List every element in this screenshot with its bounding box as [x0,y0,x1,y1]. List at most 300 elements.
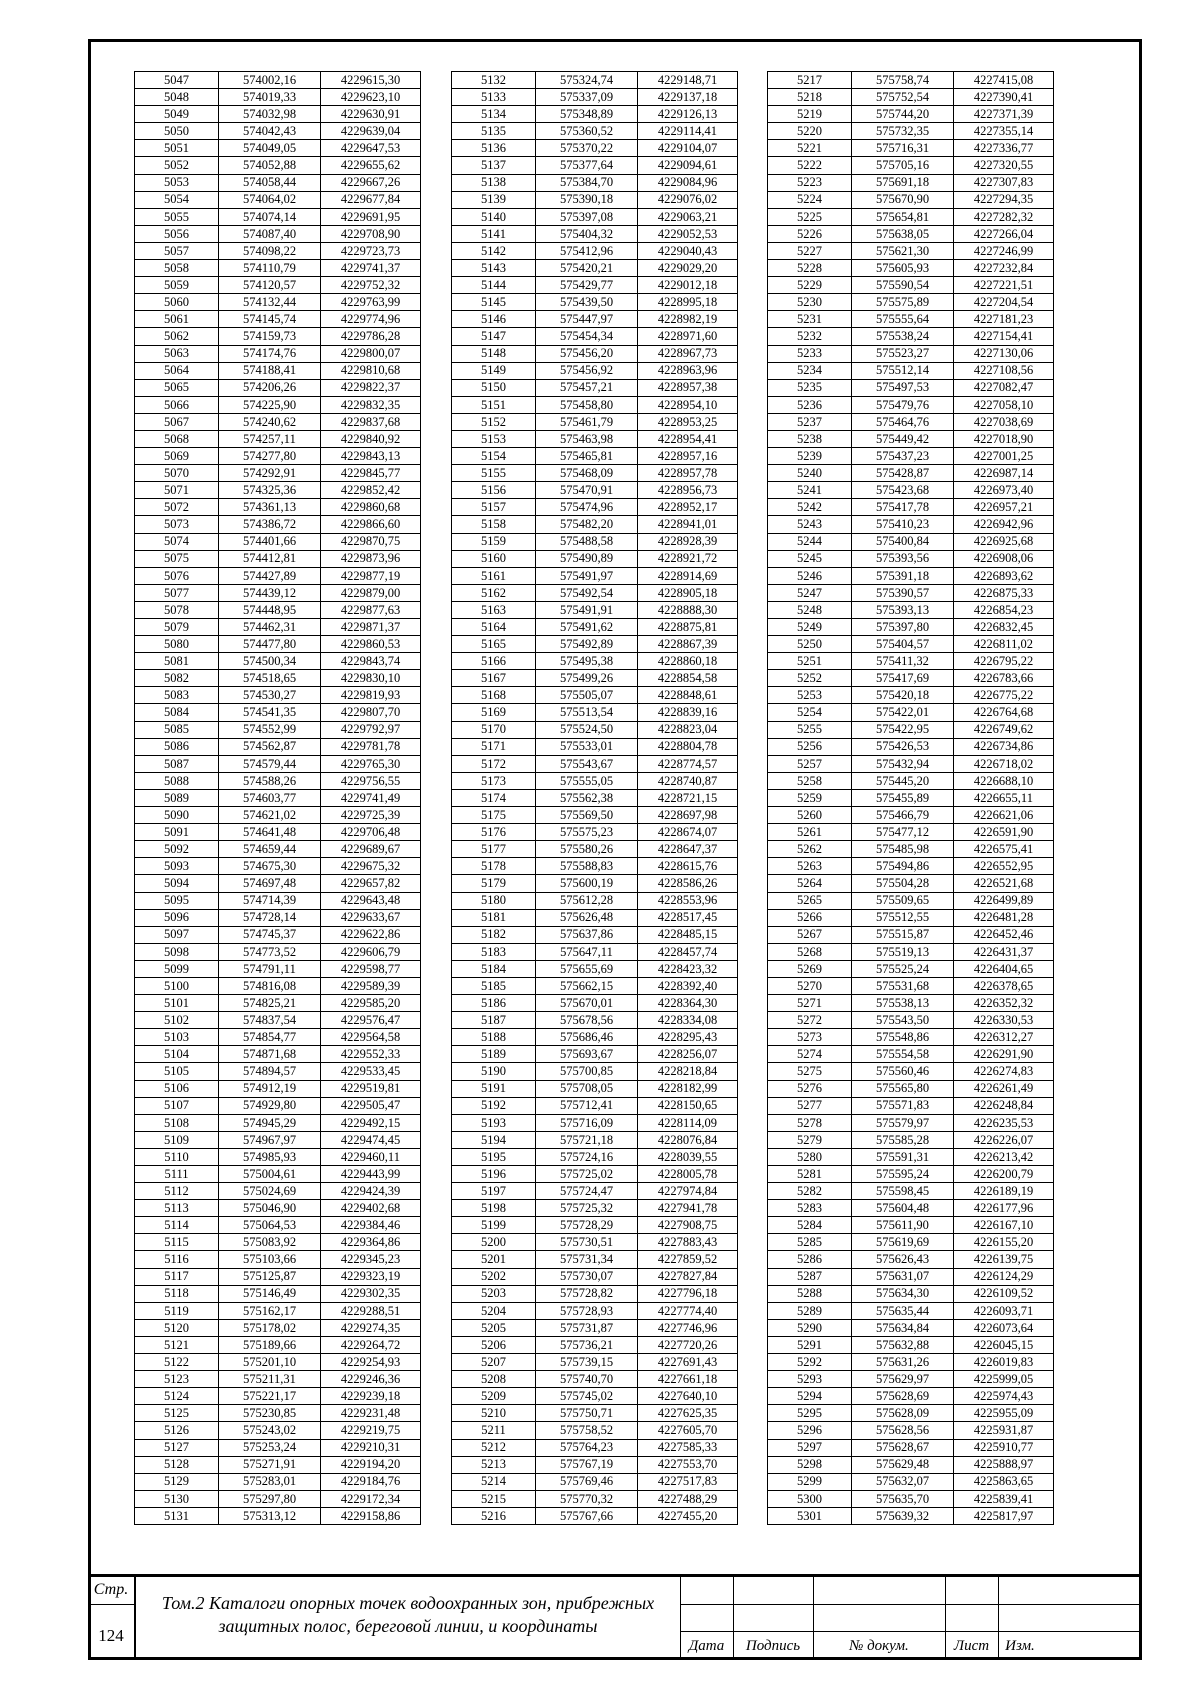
y-coordinate: 4228982,19 [638,311,738,328]
y-coordinate: 4228953,25 [638,413,738,430]
y-coordinate: 4229643,48 [321,892,421,909]
table-row [768,328,1054,345]
point-number: 5152 [452,413,536,430]
point-number: 5083 [135,687,219,704]
y-coordinate: 4226973,40 [954,482,1054,499]
y-coordinate: 4229533,45 [321,1063,421,1080]
y-coordinate: 4229837,68 [321,413,421,430]
point-number: 5128 [135,1456,219,1473]
y-coordinate: 4226893,62 [954,567,1054,584]
table-row [452,960,738,977]
y-coordinate: 4228854,58 [638,670,738,687]
y-coordinate: 4226942,96 [954,516,1054,533]
table-row [452,328,738,345]
table-row [452,601,738,618]
point-number: 5240 [768,465,852,482]
y-coordinate: 4229589,39 [321,977,421,994]
y-coordinate: 4229870,75 [321,533,421,550]
x-coordinate: 575721,18 [536,1131,638,1148]
point-number: 5216 [452,1507,536,1524]
x-coordinate: 575590,54 [852,277,954,294]
table-row [768,1268,1054,1285]
table-row [135,1251,421,1268]
table-row [452,465,738,482]
x-coordinate: 575439,50 [536,294,638,311]
point-number: 5164 [452,619,536,636]
x-coordinate: 574277,80 [219,448,321,465]
table-row [768,687,1054,704]
table-row [452,208,738,225]
point-number: 5058 [135,260,219,277]
table-row [768,1114,1054,1131]
x-coordinate: 575769,46 [536,1473,638,1490]
x-coordinate: 575397,80 [852,619,954,636]
table-row [768,1507,1054,1524]
x-coordinate: 574773,52 [219,943,321,960]
y-coordinate: 4229741,37 [321,260,421,277]
y-coordinate: 4229384,46 [321,1217,421,1234]
point-number: 5061 [135,311,219,328]
x-coordinate: 575600,19 [536,875,638,892]
y-coordinate: 4226378,65 [954,977,1054,994]
x-coordinate: 574019,33 [219,89,321,106]
x-coordinate: 575360,52 [536,123,638,140]
point-number: 5242 [768,499,852,516]
y-coordinate: 4228114,09 [638,1114,738,1131]
table-row [452,1490,738,1507]
x-coordinate: 575499,26 [536,670,638,687]
table-row [135,875,421,892]
y-coordinate: 4226749,62 [954,721,1054,738]
table-row [452,1148,738,1165]
table-row [452,157,738,174]
y-coordinate: 4225910,77 [954,1439,1054,1456]
table-row [768,89,1054,106]
table-row [768,277,1054,294]
point-number: 5050 [135,123,219,140]
point-number: 5263 [768,858,852,875]
table-row [135,72,421,89]
table-row [135,362,421,379]
point-number: 5244 [768,533,852,550]
table-row [135,1336,421,1353]
y-coordinate: 4226155,20 [954,1234,1054,1251]
table-row [768,1217,1054,1234]
y-coordinate: 4229210,31 [321,1439,421,1456]
table-row [135,909,421,926]
y-coordinate: 4229667,26 [321,174,421,191]
y-coordinate: 4229114,41 [638,123,738,140]
y-coordinate: 4229630,91 [321,106,421,123]
y-coordinate: 4226124,29 [954,1268,1054,1285]
x-coordinate: 574675,30 [219,858,321,875]
point-number: 5167 [452,670,536,687]
y-coordinate: 4229657,82 [321,875,421,892]
coordinate-table-1 [134,71,421,1525]
table-row [135,1405,421,1422]
x-coordinate: 574240,62 [219,413,321,430]
point-number: 5065 [135,379,219,396]
y-coordinate: 4227883,43 [638,1234,738,1251]
point-number: 5257 [768,755,852,772]
point-number: 5172 [452,755,536,772]
point-number: 5081 [135,653,219,670]
y-coordinate: 4229807,70 [321,704,421,721]
x-coordinate: 575457,21 [536,379,638,396]
y-coordinate: 4227517,83 [638,1473,738,1490]
x-coordinate: 575046,90 [219,1200,321,1217]
x-coordinate: 575716,09 [536,1114,638,1131]
y-coordinate: 4229675,32 [321,858,421,875]
x-coordinate: 575490,89 [536,550,638,567]
x-coordinate: 574412,81 [219,550,321,567]
table-row [452,1354,738,1371]
y-coordinate: 4229148,71 [638,72,738,89]
point-number: 5069 [135,448,219,465]
point-number: 5070 [135,465,219,482]
point-number: 5156 [452,482,536,499]
x-coordinate: 575495,38 [536,653,638,670]
point-number: 5059 [135,277,219,294]
y-coordinate: 4226987,14 [954,465,1054,482]
table-row [768,396,1054,413]
y-coordinate: 4229752,32 [321,277,421,294]
y-coordinate: 4229866,60 [321,516,421,533]
x-coordinate: 575745,02 [536,1388,638,1405]
table-row [135,157,421,174]
table-row [135,123,421,140]
table-row [768,909,1054,926]
table-row [135,1183,421,1200]
point-number: 5103 [135,1029,219,1046]
y-coordinate: 4228553,96 [638,892,738,909]
point-number: 5237 [768,413,852,430]
y-coordinate: 4228905,18 [638,584,738,601]
table-row [452,977,738,994]
x-coordinate: 575629,97 [852,1371,954,1388]
y-coordinate: 4228674,07 [638,824,738,841]
point-number: 5228 [768,260,852,277]
x-coordinate: 575731,87 [536,1319,638,1336]
point-number: 5226 [768,225,852,242]
y-coordinate: 4229519,81 [321,1080,421,1097]
x-coordinate: 575533,01 [536,738,638,755]
point-number: 5258 [768,772,852,789]
point-number: 5275 [768,1063,852,1080]
x-coordinate: 575770,32 [536,1490,638,1507]
y-coordinate: 4228517,45 [638,909,738,926]
point-number: 5270 [768,977,852,994]
point-number: 5192 [452,1097,536,1114]
table-row [452,1456,738,1473]
x-coordinate: 575485,98 [852,841,954,858]
table-row [452,550,738,567]
point-number: 5285 [768,1234,852,1251]
y-coordinate: 4227355,14 [954,123,1054,140]
table-row [452,995,738,1012]
x-coordinate: 575700,85 [536,1063,638,1080]
x-coordinate: 575554,58 [852,1046,954,1063]
x-coordinate: 575531,68 [852,977,954,994]
x-coordinate: 575488,58 [536,533,638,550]
x-coordinate: 575569,50 [536,807,638,824]
x-coordinate: 575736,21 [536,1336,638,1353]
x-coordinate: 575505,07 [536,687,638,704]
point-number: 5146 [452,311,536,328]
point-number: 5243 [768,516,852,533]
title-block [88,1574,1142,1660]
table-row [452,1131,738,1148]
point-number: 5141 [452,225,536,242]
x-coordinate: 574292,91 [219,465,321,482]
y-coordinate: 4226261,49 [954,1080,1054,1097]
x-coordinate: 574225,90 [219,396,321,413]
x-coordinate: 575324,74 [536,72,638,89]
point-number: 5097 [135,926,219,943]
y-coordinate: 4228364,30 [638,995,738,1012]
y-coordinate: 4226621,06 [954,807,1054,824]
point-number: 5073 [135,516,219,533]
y-coordinate: 4228774,57 [638,755,738,772]
point-number: 5293 [768,1371,852,1388]
point-number: 5300 [768,1490,852,1507]
x-coordinate: 575064,53 [219,1217,321,1234]
x-coordinate: 575579,97 [852,1114,954,1131]
x-coordinate: 574462,31 [219,619,321,636]
y-coordinate: 4226552,95 [954,858,1054,875]
x-coordinate: 575611,90 [852,1217,954,1234]
table-row [452,482,738,499]
x-coordinate: 575580,26 [536,841,638,858]
table-row [768,1029,1054,1046]
point-number: 5249 [768,619,852,636]
y-coordinate: 4228928,39 [638,533,738,550]
x-coordinate: 575420,21 [536,260,638,277]
table-row [135,106,421,123]
document-title-line-1: Том.2 Каталоги опорных точек водоохранных зон, прибрежных [161,1593,655,1613]
point-number: 5180 [452,892,536,909]
x-coordinate: 574552,99 [219,721,321,738]
table-row [768,789,1054,806]
point-number: 5250 [768,636,852,653]
x-coordinate: 575655,69 [536,960,638,977]
y-coordinate: 4228860,18 [638,653,738,670]
x-coordinate: 575543,67 [536,755,638,772]
x-coordinate: 575230,85 [219,1405,321,1422]
table-row [135,977,421,994]
point-number: 5131 [135,1507,219,1524]
y-coordinate: 4229689,67 [321,841,421,858]
table-row [768,1234,1054,1251]
x-coordinate: 574854,77 [219,1029,321,1046]
table-row [452,943,738,960]
table-row [452,1029,738,1046]
point-number: 5260 [768,807,852,824]
table-row [768,516,1054,533]
x-coordinate: 575691,18 [852,174,954,191]
x-coordinate: 575739,15 [536,1354,638,1371]
x-coordinate: 574500,34 [219,653,321,670]
table-row [768,191,1054,208]
y-coordinate: 4229763,99 [321,294,421,311]
y-coordinate: 4228647,37 [638,841,738,858]
y-coordinate: 4227082,47 [954,379,1054,396]
y-coordinate: 4229832,35 [321,396,421,413]
table-row [768,1422,1054,1439]
x-coordinate: 575491,91 [536,601,638,618]
y-coordinate: 4229076,02 [638,191,738,208]
y-coordinate: 4229622,86 [321,926,421,943]
x-coordinate: 575492,54 [536,584,638,601]
point-number: 5273 [768,1029,852,1046]
point-number: 5117 [135,1268,219,1285]
x-coordinate: 575492,89 [536,636,638,653]
table-row [135,1388,421,1405]
y-coordinate: 4228952,17 [638,499,738,516]
table-row [768,738,1054,755]
point-number: 5108 [135,1114,219,1131]
table-row [135,1200,421,1217]
point-number: 5139 [452,191,536,208]
x-coordinate: 575555,64 [852,311,954,328]
table-row [768,1490,1054,1507]
y-coordinate: 4229172,34 [321,1490,421,1507]
y-coordinate: 4229040,43 [638,242,738,259]
point-number: 5301 [768,1507,852,1524]
y-coordinate: 4228839,16 [638,704,738,721]
x-coordinate: 575162,17 [219,1302,321,1319]
x-coordinate: 574621,02 [219,807,321,824]
y-coordinate: 4228954,41 [638,430,738,447]
point-number: 5179 [452,875,536,892]
y-coordinate: 4228740,87 [638,772,738,789]
header-sheet: Лист [953,1638,990,1654]
point-number: 5181 [452,909,536,926]
x-coordinate: 575626,48 [536,909,638,926]
x-coordinate: 574145,74 [219,311,321,328]
point-number: 5159 [452,533,536,550]
point-number: 5178 [452,858,536,875]
x-coordinate: 575693,67 [536,1046,638,1063]
y-coordinate: 4229830,10 [321,670,421,687]
point-number: 5092 [135,841,219,858]
point-number: 5085 [135,721,219,738]
y-coordinate: 4229264,72 [321,1336,421,1353]
y-coordinate: 4229792,97 [321,721,421,738]
point-number: 5191 [452,1080,536,1097]
table-row [135,1166,421,1183]
point-number: 5198 [452,1200,536,1217]
y-coordinate: 4227415,08 [954,72,1054,89]
y-coordinate: 4229647,53 [321,140,421,157]
x-coordinate: 575571,83 [852,1097,954,1114]
x-coordinate: 574871,68 [219,1046,321,1063]
table-row [452,413,738,430]
x-coordinate: 575670,90 [852,191,954,208]
point-number: 5259 [768,789,852,806]
x-coordinate: 574087,40 [219,225,321,242]
x-coordinate: 575634,30 [852,1285,954,1302]
y-coordinate: 4229639,04 [321,123,421,140]
point-number: 5068 [135,430,219,447]
y-coordinate: 4229246,36 [321,1371,421,1388]
table-row [452,926,738,943]
table-row [768,977,1054,994]
point-number: 5188 [452,1029,536,1046]
point-number: 5212 [452,1439,536,1456]
x-coordinate: 574002,16 [219,72,321,89]
table-row [452,191,738,208]
table-row [135,858,421,875]
x-coordinate: 575410,23 [852,516,954,533]
y-coordinate: 4229492,15 [321,1114,421,1131]
table-row [452,311,738,328]
header-signature: Подпись [745,1638,801,1654]
table-row [452,379,738,396]
x-coordinate: 574728,14 [219,909,321,926]
table-row [135,807,421,824]
x-coordinate: 574579,44 [219,755,321,772]
point-number: 5217 [768,72,852,89]
y-coordinate: 4229052,53 [638,225,738,242]
table-row [135,140,421,157]
table-row [768,1456,1054,1473]
x-coordinate: 575604,48 [852,1200,954,1217]
y-coordinate: 4228941,01 [638,516,738,533]
coordinate-table-3 [767,71,1054,1525]
table-row [768,704,1054,721]
point-number: 5201 [452,1251,536,1268]
x-coordinate: 574159,73 [219,328,321,345]
table-row [452,1285,738,1302]
x-coordinate: 574659,44 [219,841,321,858]
y-coordinate: 4225839,41 [954,1490,1054,1507]
table-row [452,1388,738,1405]
table-row [135,636,421,653]
x-coordinate: 575004,61 [219,1166,321,1183]
table-row [452,687,738,704]
x-coordinate: 575716,31 [852,140,954,157]
point-number: 5074 [135,533,219,550]
y-coordinate: 4227827,84 [638,1268,738,1285]
table-row [135,260,421,277]
x-coordinate: 574052,88 [219,157,321,174]
y-coordinate: 4225931,87 [954,1422,1054,1439]
table-row [768,533,1054,550]
y-coordinate: 4229012,18 [638,277,738,294]
x-coordinate: 574894,57 [219,1063,321,1080]
x-coordinate: 575598,45 [852,1183,954,1200]
table-row [452,789,738,806]
y-coordinate: 4228256,07 [638,1046,738,1063]
x-coordinate: 575513,54 [536,704,638,721]
y-coordinate: 4228963,96 [638,362,738,379]
point-number: 5088 [135,772,219,789]
y-coordinate: 4228423,32 [638,960,738,977]
point-number: 5096 [135,909,219,926]
table-row [452,1405,738,1422]
table-row [452,1319,738,1336]
point-number: 5137 [452,157,536,174]
y-coordinate: 4229725,39 [321,807,421,824]
y-coordinate: 4226167,10 [954,1217,1054,1234]
x-coordinate: 575635,70 [852,1490,954,1507]
x-coordinate: 575565,80 [852,1080,954,1097]
y-coordinate: 4226213,42 [954,1148,1054,1165]
y-coordinate: 4229708,90 [321,225,421,242]
y-coordinate: 4229104,07 [638,140,738,157]
x-coordinate: 575740,70 [536,1371,638,1388]
